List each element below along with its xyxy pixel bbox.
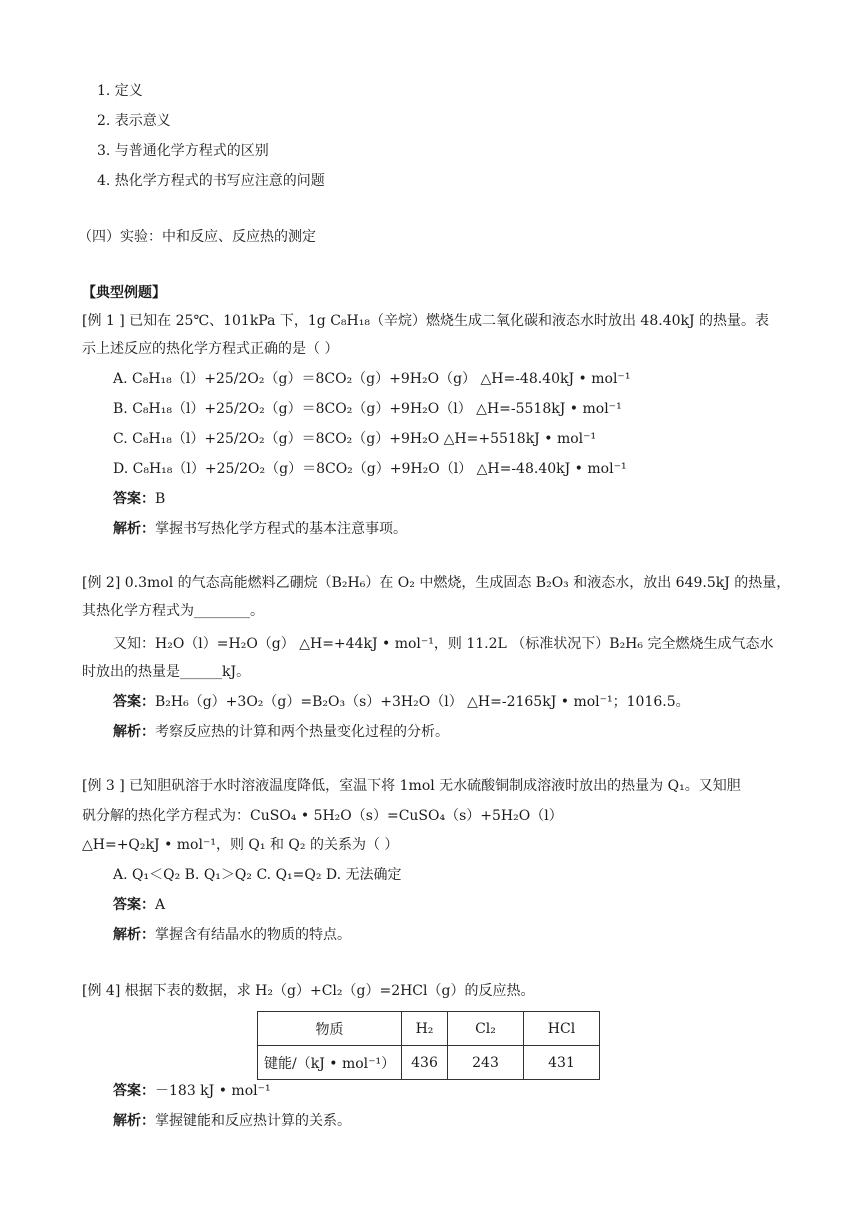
example-3-question: [例 3 ] 已知胆矾溶于水时溶液温度降低，室温下将 1mol 无水硫酸铜制成溶液时放出的热量为 Q₁。又知胆 <box>82 778 741 794</box>
outline-item: 1. 定义 <box>97 83 143 99</box>
table-header-cell: H₂ <box>402 1012 448 1046</box>
example-3-question-cont: 矾分解的热化学方程式为：CuSO₄ • 5H₂O（s）=CuSO₄（s）+5H₂O（l） <box>82 808 563 824</box>
example-1-option-c: C. C₈H₁₈（l）+25/2O₂（g）＝8CO₂（g）+9H₂O △H=+5518kJ • mol⁻¹ <box>113 431 597 447</box>
example-1-option-a: A. C₈H₁₈（l）+25/2O₂（g）＝8CO₂（g）+9H₂O（g） △H=-48.40kJ • mol⁻¹ <box>113 371 631 387</box>
analysis-text: 掌握键能和反应热计算的关系。 <box>155 1113 351 1129</box>
example-2-question-extra-cont: 时放出的热量是______kJ。 <box>82 664 251 680</box>
table-cell: 436 <box>402 1046 448 1080</box>
analysis-text: 掌握书写热化学方程式的基本注意事项。 <box>155 521 407 537</box>
table-header-cell: 物质 <box>258 1012 402 1046</box>
answer-value: B₂H₆（g）+3O₂（g）=B₂O₃（s）+3H₂O（l） △H=-2165kJ • mol⁻¹；1016.5。 <box>155 694 690 710</box>
example-3-analysis <box>113 925 351 945</box>
example-1-option-b: B. C₈H₁₈（l）+25/2O₂（g）＝8CO₂（g）+9H₂O（l） △H=-5518kJ • mol⁻¹ <box>113 401 622 417</box>
table-cell: 243 <box>448 1046 524 1080</box>
bond-energy-table <box>257 1011 600 1080</box>
example-2-question-cont: 其热化学方程式为________。 <box>82 603 264 619</box>
example-3-options: A. Q₁＜Q₂ B. Q₁＞Q₂ C. Q₁=Q₂ D. 无法确定 <box>113 867 402 883</box>
example-3-answer <box>113 895 165 915</box>
outline-item: 3. 与普通化学方程式的区别 <box>97 143 269 159</box>
analysis-label: 解析： <box>113 927 155 943</box>
table-header-cell: Cl₂ <box>448 1012 524 1046</box>
answer-label: 答案： <box>113 897 155 913</box>
outline-item: 2. 表示意义 <box>97 113 171 129</box>
analysis-text: 掌握含有结晶水的物质的特点。 <box>155 927 351 943</box>
example-1-option-d: D. C₈H₁₈（l）+25/2O₂（g）＝8CO₂（g）+9H₂O（l） △H=-48.40kJ • mol⁻¹ <box>113 461 627 477</box>
answer-label: 答案： <box>113 1083 155 1099</box>
outline-item: 4. 热化学方程式的书写应注意的问题 <box>97 173 325 189</box>
analysis-text: 考察反应热的计算和两个热量变化过程的分析。 <box>155 724 449 740</box>
example-1-answer <box>113 489 165 509</box>
examples-heading: 【典型例题】 <box>82 285 166 301</box>
analysis-label: 解析： <box>113 521 155 537</box>
table-row <box>258 1046 600 1080</box>
example-4-answer <box>113 1081 271 1101</box>
example-2-question-extra: 又知：H₂O（l）=H₂O（g） △H=+44kJ • mol⁻¹，则 11.2L （标准状况下）B₂H₆ 完全燃烧生成气态水 <box>113 636 774 652</box>
example-3-question-cont2: △H=+Q₂kJ • mol⁻¹，则 Q₁ 和 Q₂ 的关系为（ ） <box>82 837 399 853</box>
section-heading: （四）实验：中和反应、反应热的测定 <box>78 229 316 245</box>
example-1-analysis <box>113 519 407 539</box>
example-1-question-cont: 示上述反应的热化学方程式正确的是（ ） <box>82 341 339 357</box>
answer-value: －183 kJ • mol⁻¹ <box>155 1083 271 1099</box>
example-4-question: [例 4] 根据下表的数据，求 H₂（g）+Cl₂（g）=2HCl（g）的反应热。 <box>82 983 535 999</box>
example-4-analysis <box>113 1111 351 1131</box>
analysis-label: 解析： <box>113 724 155 740</box>
answer-label: 答案： <box>113 694 155 710</box>
analysis-label: 解析： <box>113 1113 155 1129</box>
answer-value: A <box>155 897 166 913</box>
table-header-cell: HCl <box>524 1012 600 1046</box>
example-1-question: [例 1 ] 已知在 25℃、101kPa 下，1g C₈H₁₈（辛烷）燃烧生成二氧化碳和液态水时放出 48.40kJ 的热量。表 <box>82 313 770 329</box>
answer-label: 答案： <box>113 491 155 507</box>
table-cell: 431 <box>524 1046 600 1080</box>
table-header-row <box>258 1012 600 1046</box>
example-2-question: [例 2] 0.3mol 的气态高能燃料乙硼烷（B₂H₆）在 O₂ 中燃烧，生成固态 B₂O₃ 和液态水，放出 649.5kJ 的热量， <box>82 575 791 591</box>
example-2-analysis <box>113 722 449 742</box>
example-2-answer <box>113 692 690 712</box>
table-cell: 键能/（kJ • mol⁻¹） <box>258 1046 402 1080</box>
answer-value: B <box>155 491 166 507</box>
